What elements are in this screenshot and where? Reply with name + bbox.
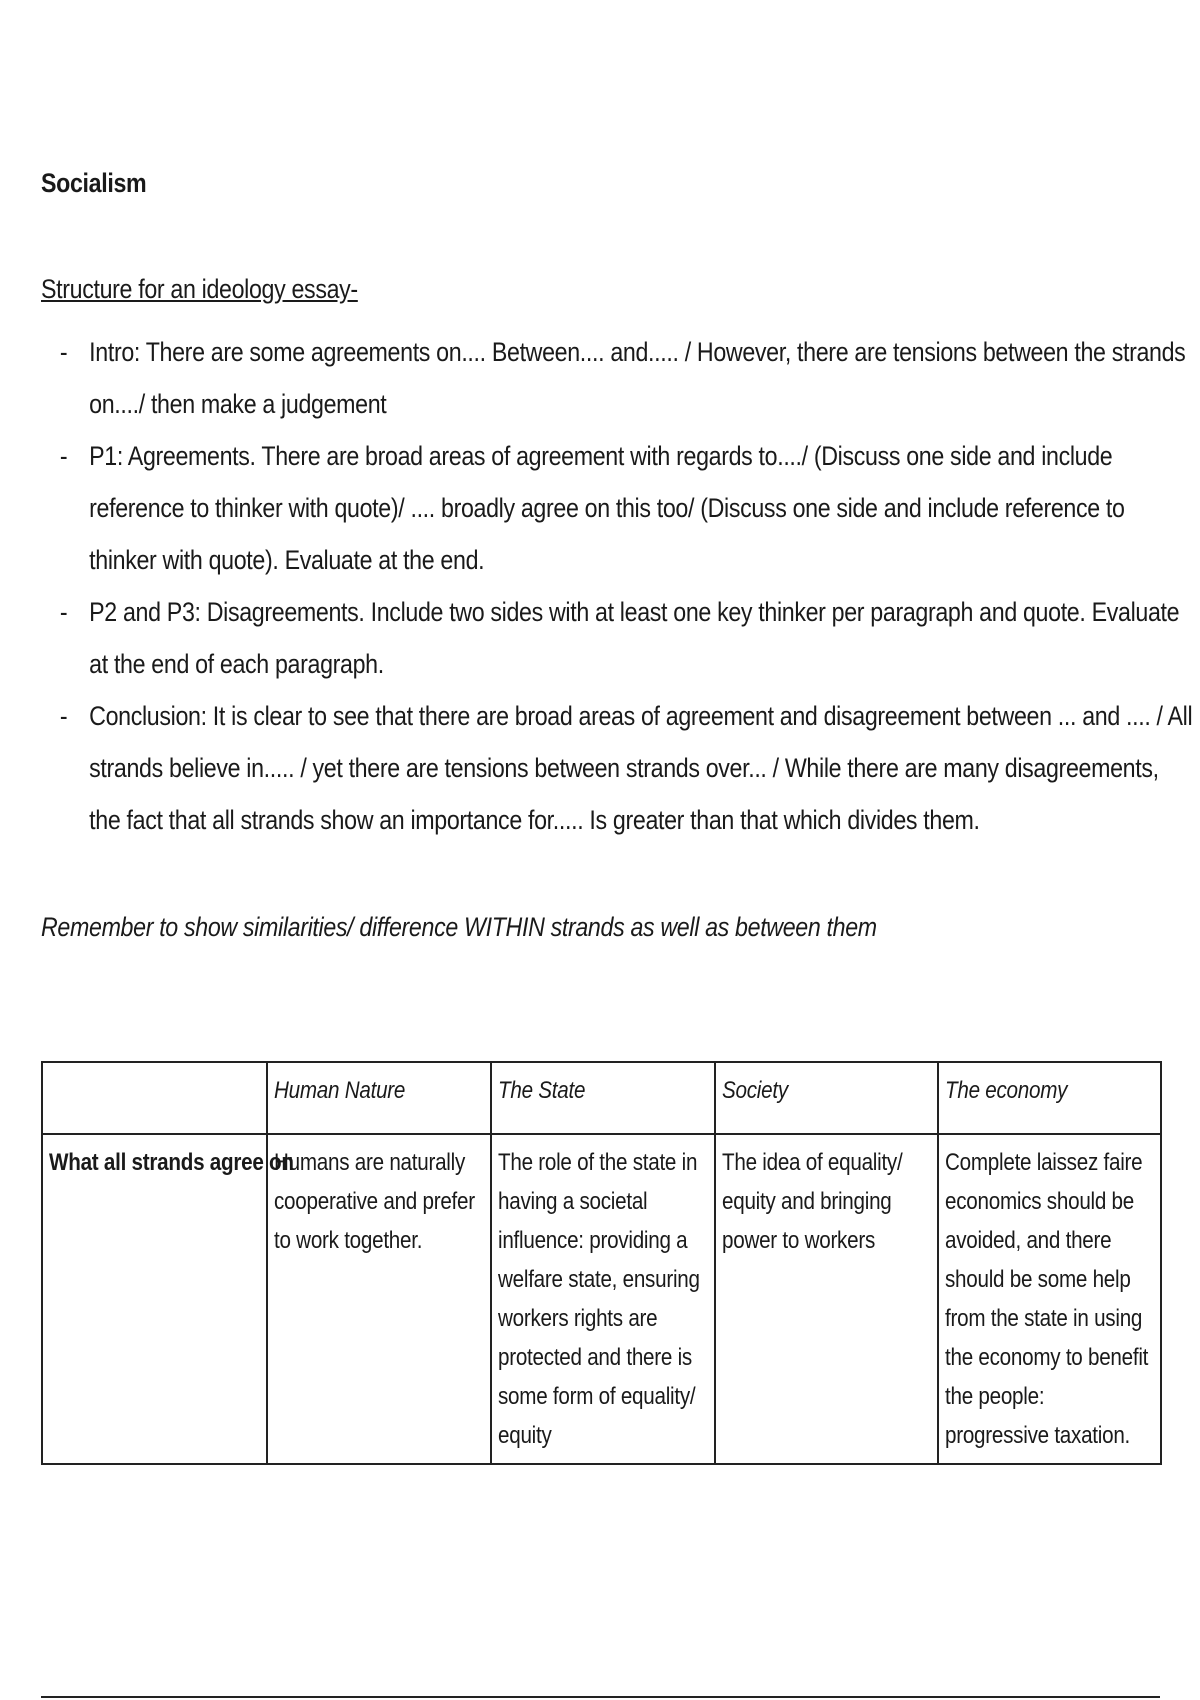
document-title: Socialism bbox=[41, 168, 147, 198]
bullet-dash-icon: - bbox=[59, 337, 68, 367]
list-item bbox=[41, 430, 1193, 586]
essay-structure-list bbox=[41, 326, 1193, 846]
table-header-the-state: The State bbox=[491, 1062, 715, 1134]
bullet-dash-icon: - bbox=[59, 701, 68, 731]
list-item bbox=[41, 326, 1193, 430]
table-cell-society: The idea of equality/ equity and bringing power to workers bbox=[715, 1134, 938, 1464]
table-header-society: Society bbox=[715, 1062, 938, 1134]
bullet-dash-icon: - bbox=[59, 597, 68, 627]
list-item-text: P1: Agreements. There are broad areas of agreement with regards to..../ (Discuss one side and include reference to thinker with quote)/ .... broadly agree on this too/ (Discuss one side and include reference to thinker with quote). Evaluate at the end. bbox=[89, 441, 1125, 575]
row-label-cell: What all strands agree on bbox=[42, 1134, 267, 1464]
list-item-text: Intro: There are some agreements on.... Between.... and..... / However, there are tensions between the strands on..../ then make a judgement bbox=[89, 337, 1186, 419]
table-cell-human-nature: Humans are naturally cooperative and prefer to work together. bbox=[267, 1134, 491, 1464]
page-bottom-divider bbox=[41, 1696, 1160, 1698]
list-item bbox=[41, 586, 1193, 690]
table-header-corner bbox=[42, 1062, 267, 1134]
table-cell-the-economy: Complete laissez faire economics should be avoided, and there should be some help from the state in using the economy to benefit the people: progressive taxation. bbox=[938, 1134, 1161, 1464]
reminder-note: Remember to show similarities/ difference WITHIN strands as well as between them bbox=[41, 912, 877, 942]
table-header-the-economy: The economy bbox=[938, 1062, 1161, 1134]
bullet-dash-icon: - bbox=[59, 441, 68, 471]
list-item bbox=[41, 690, 1193, 846]
table-row bbox=[42, 1134, 1161, 1464]
table-header-human-nature: Human Nature bbox=[267, 1062, 491, 1134]
section-heading: Structure for an ideology essay- bbox=[41, 274, 358, 304]
table-header-row bbox=[42, 1062, 1161, 1134]
list-item-text: Conclusion: It is clear to see that there are broad areas of agreement and disagreement between ... and .... / All strands believe in..... / yet there are tensions between strands over... / While there are many disagreements, the fact that all strands show an importance for..... Is greater than that which divides them. bbox=[89, 701, 1193, 835]
table-cell-the-state: The role of the state in having a societal influence: providing a welfare state, ensuring workers rights are protected and there is some form of equality/ equity bbox=[491, 1134, 715, 1464]
list-item-text: P2 and P3: Disagreements. Include two sides with at least one key thinker per paragraph and quote. Evaluate at the end of each paragraph. bbox=[89, 597, 1180, 679]
ideology-comparison-table bbox=[41, 1061, 1162, 1465]
